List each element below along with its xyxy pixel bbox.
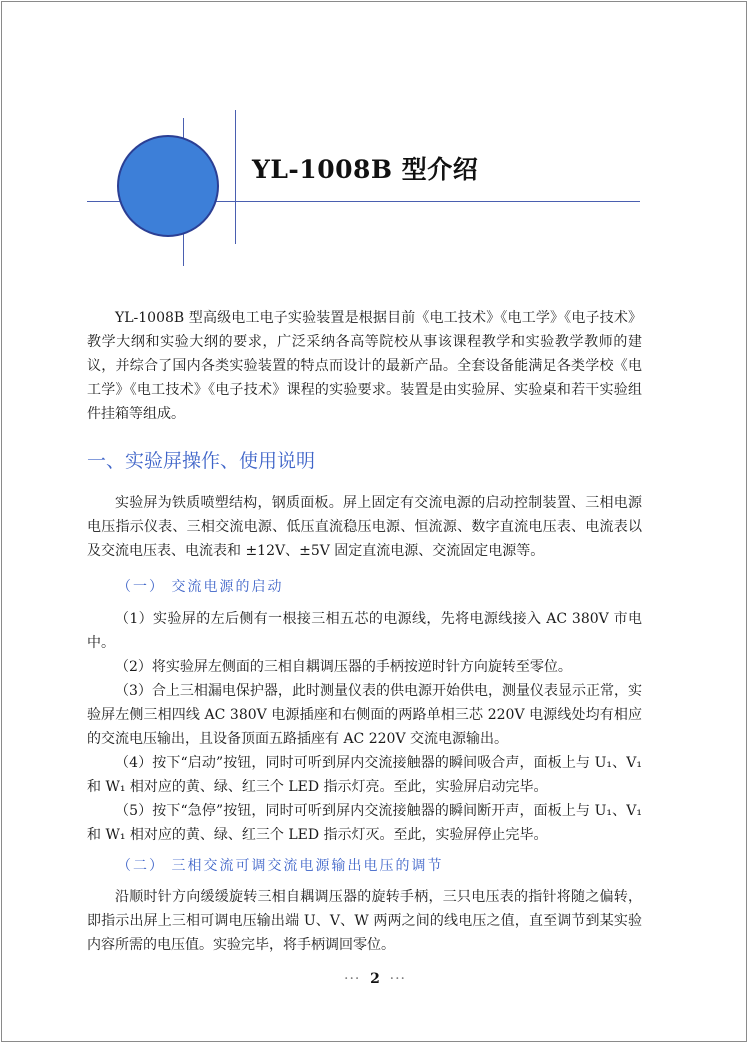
list-item-5: （5）按下“急停”按钮，同时可听到屏内交流接触器的瞬间断开声，面板上与 U₁、V₁ 和 W₁ 相对应的黄、绿、红三个 LED 指示灯灭。至此，实验屏停止完毕。 xyxy=(87,803,642,843)
header-circle-emblem xyxy=(117,135,219,237)
page-number xyxy=(0,971,750,987)
section-paragraph: 实验屏为铁质喷塑结构，钢质面板。屏上固定有交流电源的启动控制装置、三相电源电压指示仪表、三相交流电源、低压直流稳压电源、恒流源、数字直流电压表、电流表以及交流电压表、电流表和 ±12V、±5V 固定直流电源、交流固定电源等。 xyxy=(87,495,642,559)
subsection-heading-1: （一） 交流电源的启动 xyxy=(117,579,284,595)
intro-paragraph: YL-1008B 型高级电工电子实验装置是根据目前《电工技术》《电工学》《电子技术》教学大纲和实验大纲的要求，广泛采纳各高等院校从事该课程教学和实验教学教师的建议，并综合了国内各类实验装置的特点而设计的最新产品。全套设备能满足各类学校《电工学》《电工技术》《电子技术》课程的实验要求。装置是由实验屏、实验桌和若干实验组件挂箱等组成。 xyxy=(87,310,642,422)
subsection-heading-2: （二） 三相交流可调交流电源输出电压的调节 xyxy=(117,858,444,874)
page-number-dash-right: ··· xyxy=(389,971,406,987)
list-item-3: （3）合上三相漏电保护器，此时测量仪表的供电源开始供电，测量仪表显示正常，实验屏左侧三相四线 AC 380V 电源插座和右侧面的两路单相三芯 220V 电源线处均有相应的交流电压输出，且设备顶面五路插座有 AC 220V 交流电源输出。 xyxy=(87,683,642,747)
list-item-2: （2）将实验屏左侧面的三相自耦调压器的手柄按逆时针方向旋转至零位。 xyxy=(115,659,572,675)
section-heading: 一、实验屏操作、使用说明 xyxy=(87,450,316,472)
page-title: YL-1008B 型介绍 xyxy=(252,155,479,184)
subsection-paragraph-2: 沿顺时针方向缓缓旋转三相自耦调压器的旋转手柄，三只电压表的指针将随之偏转，即指示出屏上三相可调电压输出端 U、V、W 两两之间的线电压之值，直至调节到某实验内容所需的电压值。实验完毕，将手柄调回零位。 xyxy=(87,889,642,953)
page-number-dash-left: ··· xyxy=(344,971,361,987)
page-number-value: 2 xyxy=(370,971,380,987)
header-vertical-rule-right xyxy=(235,110,236,244)
list-item-4: （4）按下“启动”按钮，同时可听到屏内交流接触器的瞬间吸合声，面板上与 U₁、V₁ 和 W₁ 相对应的黄、绿、红三个 LED 指示灯亮。至此，实验屏启动完毕。 xyxy=(87,755,642,795)
list-item-1: （1）实验屏的左后侧有一根接三相五芯的电源线，先将电源线接入 AC 380V 市电中。 xyxy=(87,611,642,651)
